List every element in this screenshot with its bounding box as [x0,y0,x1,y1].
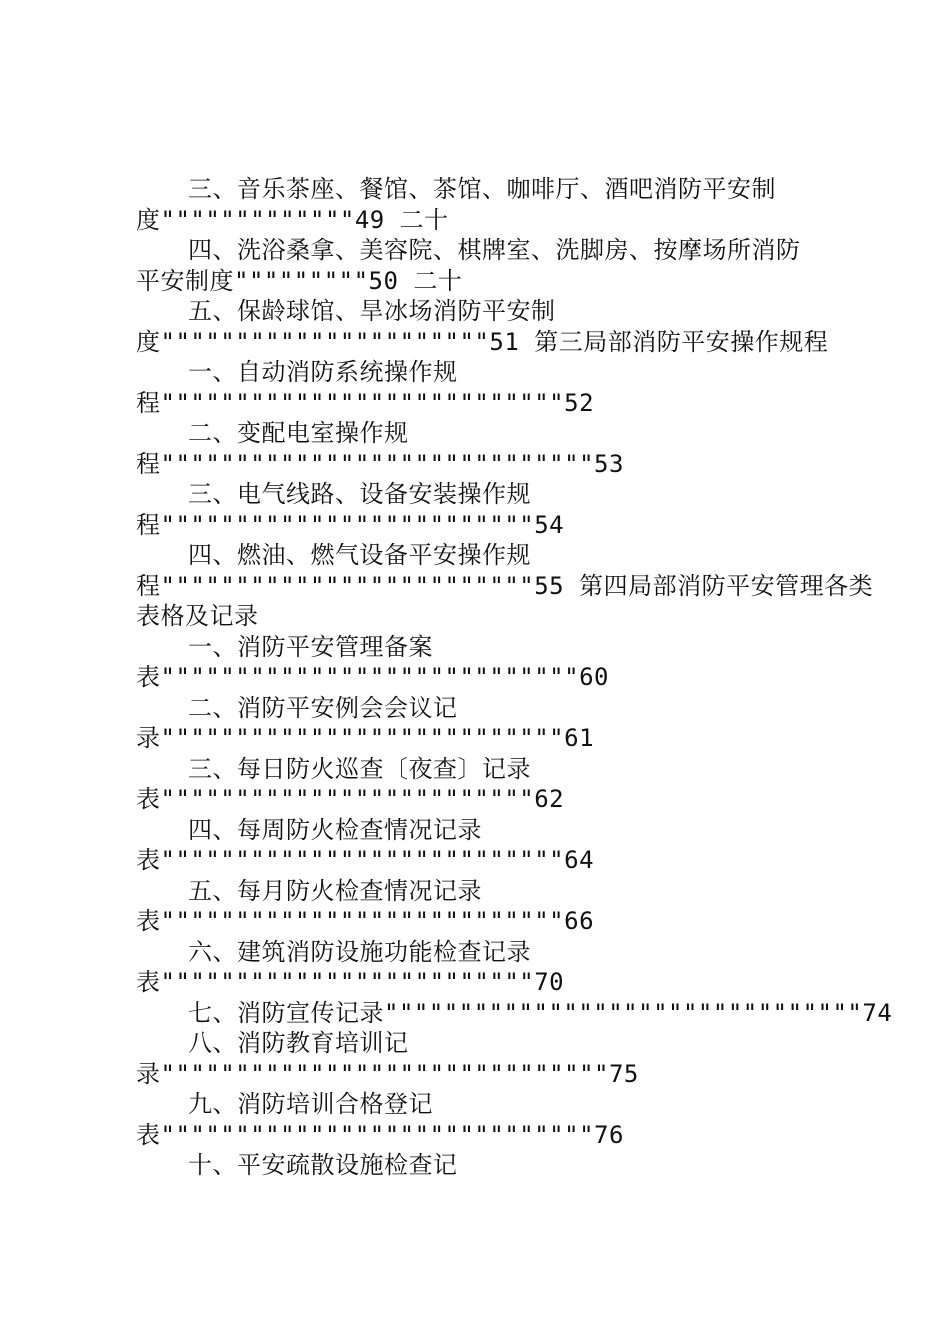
toc-line: 九、消防培训合格登记 [188,1090,433,1118]
toc-line: 三、每日防火巡查〔夜查〕记录 [188,754,531,783]
toc-line: 十、平安疏散设施检查记 [188,1151,458,1179]
toc-line: 表"""""""""""""""""""""""""""""76 [136,1120,624,1149]
toc-line: 三、音乐茶座、餐馆、茶馆、咖啡厅、酒吧消防平安制 [188,175,776,203]
toc-line: 表格及记录 [136,602,259,630]
toc-line: 表"""""""""""""""""""""""""62 [136,785,565,813]
toc-line: 表"""""""""""""""""""""""""""66 [136,907,595,935]
toc-line: 一、消防平安管理备案 [188,632,433,661]
toc-line: 四、燃油、燃气设备平安操作规 [188,541,531,569]
toc-line: 平安制度"""""""""50 二十 [136,266,463,295]
toc-line: 程"""""""""""""""""""""""""""52 [136,388,595,417]
toc-line: 二、消防平安例会会议记 [188,693,458,722]
toc-line: 度"""""""""""""49 二十 [136,205,449,234]
toc-line: 五、每月防火检查情况记录 [188,876,482,905]
toc-line: 一、自动消防系统操作规 [188,358,458,386]
toc-line: 程"""""""""""""""""""""""""""""53 [136,449,624,478]
toc-line: 八、消防教育培训记 [188,1029,409,1057]
toc-line: 三、电气线路、设备安装操作规 [188,480,531,508]
toc-line: 四、每周防火检查情况记录 [188,815,482,844]
toc-line: 程"""""""""""""""""""""""""54 [136,510,565,539]
toc-line: 七、消防宣传记录""""""""""""""""""""""""""""""""74 [188,998,893,1027]
toc-line: 表"""""""""""""""""""""""""70 [136,968,565,996]
table-of-contents [136,174,893,1181]
toc-line: 五、保龄球馆、旱冰场消防平安制 [188,297,556,325]
toc-line: 表"""""""""""""""""""""""""""64 [136,846,595,874]
toc-line: 程"""""""""""""""""""""""""55 第四局部消防平安管理各类 [136,571,874,600]
toc-line: 六、建筑消防设施功能检查记录 [188,937,531,966]
toc-line: 录""""""""""""""""""""""""""""""75 [136,1059,639,1088]
toc-line: 四、洗浴桑拿、美容院、棋牌室、洗脚房、按摩场所消防 [188,236,801,264]
toc-line: 表""""""""""""""""""""""""""""60 [136,663,609,691]
toc-line: 度""""""""""""""""""""""51 第三局部消防平安操作规程 [136,327,829,356]
toc-line: 二、变配电室操作规 [188,419,409,447]
toc-line: 录"""""""""""""""""""""""""""61 [136,724,595,752]
